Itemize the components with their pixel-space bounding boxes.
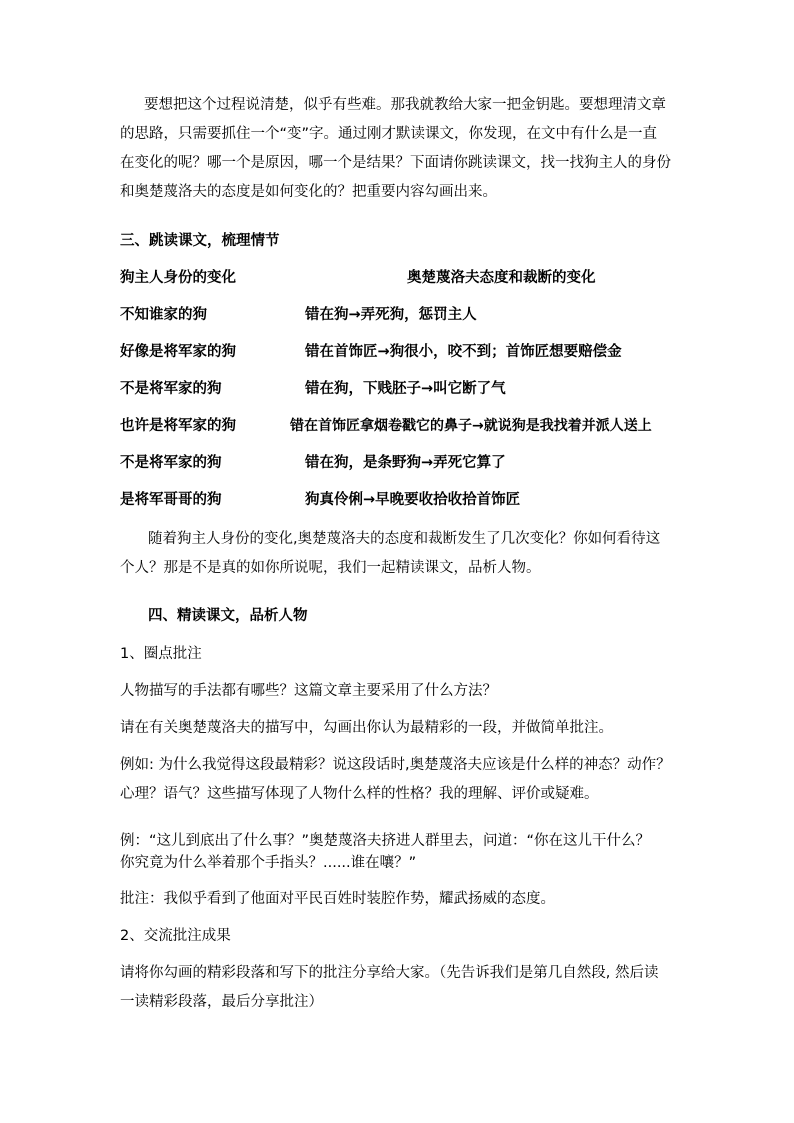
- row-attitude-3: 错在狗，下贱胚子→叫它断了气: [305, 381, 506, 397]
- intro-line-4: 和奥楚蔑洛夫的态度是如何变化的？把重要内容勾画出来。: [120, 184, 497, 200]
- row-identity-3: 不是将军家的狗: [120, 381, 222, 397]
- intro-line-3: 在变化的呢？哪一个是原因，哪一个是结果？下面请你跳读课文，找一找狗主人的身份: [120, 155, 671, 171]
- question-2: 请在有关奥楚蔑洛夫的描写中，勾画出你认为最精彩的一段，并做简单批注。: [120, 720, 613, 736]
- question-1: 人物描写的手法都有哪些？这篇文章主要采用了什么方法？: [120, 683, 497, 699]
- row-attitude-2: 错在首饰匠→狗很小，咬不到；首饰匠想要赔偿金: [305, 344, 622, 360]
- intro-line-2: 的思路，只需要抓住一个“变”字。通过刚才默读课文，你发现，在文中有什么是一直: [120, 126, 658, 142]
- intro-line-1: 要想把这个过程说清楚，似乎有些难。那我就教给大家一把金钥匙。要想理清文章: [144, 97, 666, 113]
- summary-line-1: 随着狗主人身份的变化,奥楚蔑洛夫的态度和裁断发生了几次变化？你如何看待这: [148, 531, 661, 547]
- row-identity-1: 不知谁家的狗: [120, 307, 207, 323]
- question-3-line-1: 例如: 为什么我觉得这段最精彩？说这段话时,奥楚蔑洛夫应该是什么样的神态？动作？: [120, 757, 671, 773]
- col-header-attitude: 奥楚蔑洛夫态度和裁断的变化: [407, 270, 596, 286]
- row-attitude-6: 狗真伶俐→早晚要收拾收拾首饰匠: [305, 492, 521, 508]
- question-3-line-2: 心理？语气？这些描写体现了人物什么样的性格？我的理解、评价或疑难。: [120, 786, 599, 802]
- share-line-2: 一读精彩段落，最后分享批注）: [120, 994, 323, 1010]
- example-line-2: 你究竟为什么举着那个手指头？......谁在嚷？”: [120, 855, 417, 871]
- subsection-2-title: 2、交流批注成果: [120, 928, 231, 944]
- row-identity-2: 好像是将军家的狗: [120, 344, 236, 360]
- section4-heading: 四、精读课文，品析人物: [148, 608, 308, 624]
- row-identity-4: 也许是将军家的狗: [120, 418, 236, 434]
- row-attitude-4: 错在首饰匠拿烟卷戳它的鼻子→就说狗是我找着并派人送上: [290, 418, 652, 434]
- summary-line-2: 个人？那是不是真的如你所说呢，我们一起精读课文，品析人物。: [120, 560, 541, 576]
- subsection-1-title: 1、圈点批注: [120, 646, 202, 662]
- row-attitude-5: 错在狗，是条野狗→弄死它算了: [305, 455, 506, 471]
- row-attitude-1: 错在狗→弄死狗，惩罚主人: [305, 307, 477, 323]
- col-header-identity: 狗主人身份的变化: [120, 270, 236, 286]
- share-line-1: 请将你勾画的精彩段落和写下的批注分享给大家。（先告诉我们是第几自然段, 然后读: [120, 965, 659, 981]
- example-line-1: 例：“这儿到底出了什么事？”奥楚蔑洛夫挤进人群里去，问道：“你在这儿干什么？: [120, 833, 651, 849]
- annotation-note: 批注：我似乎看到了他面对平民百姓时装腔作势，耀武扬威的态度。: [120, 891, 555, 907]
- row-identity-6: 是将军哥哥的狗: [120, 492, 222, 508]
- row-identity-5: 不是将军家的狗: [120, 455, 222, 471]
- section3-heading: 三、跳读课文，梳理情节: [120, 233, 280, 249]
